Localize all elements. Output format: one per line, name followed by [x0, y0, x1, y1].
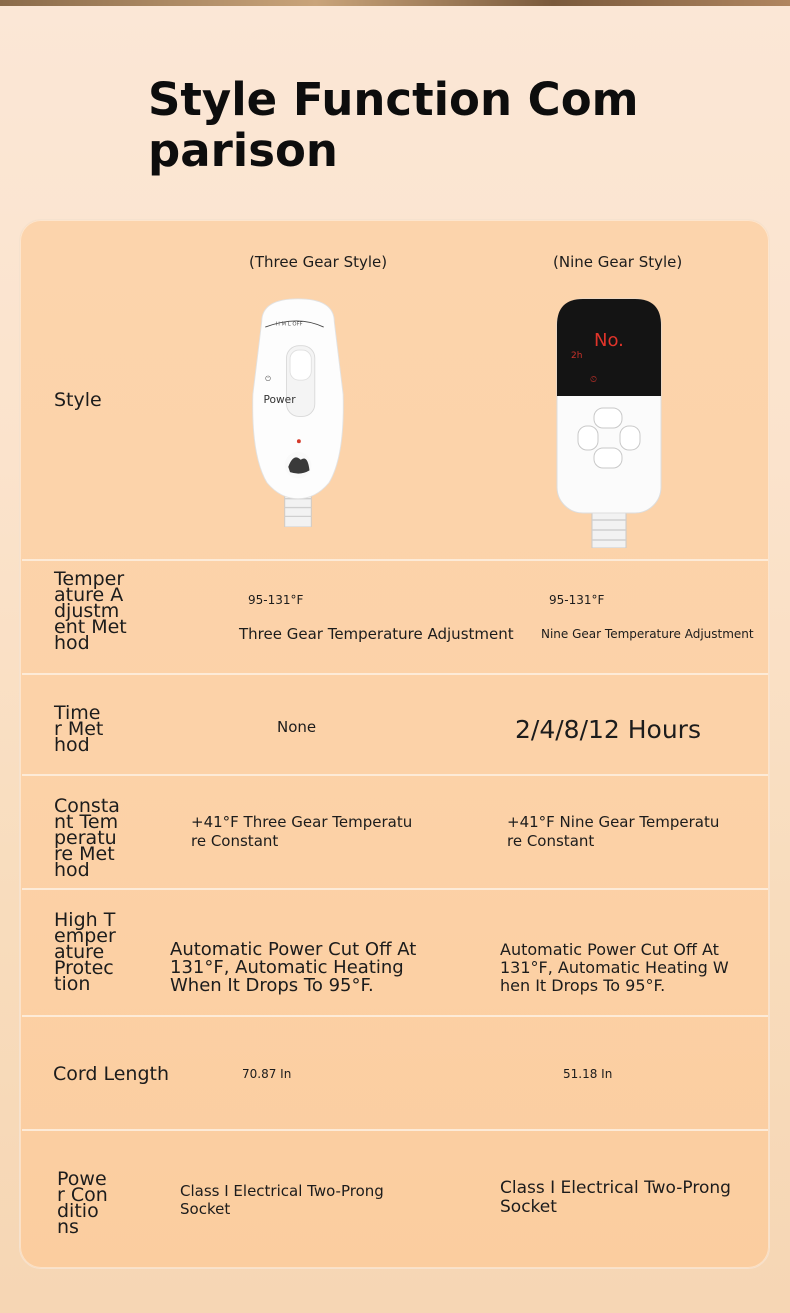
three-gear-remote-image: [243, 297, 353, 527]
column-header-three-gear: (Three Gear Style): [249, 253, 388, 271]
row-label-cord-length: Cord Length: [53, 1063, 170, 1085]
page-title: Style Function Comparison: [148, 73, 639, 177]
nine-gear-timer: 2/4/8/12 Hours: [515, 715, 701, 744]
svg-text:H M L OFF: H M L OFF: [275, 321, 303, 328]
three-gear-power-conditions: Class I Electrical Two-Prong Socket: [180, 1182, 384, 1218]
row-label-constant-temperature: Constant Temperature Method: [54, 795, 120, 881]
row-label-temperature-adjustment: Temperature Adjustment Method: [54, 568, 127, 654]
nine-gear-protection: Automatic Power Cut Off At 131°F, Automatic Heating When It Drops To 95°F.: [500, 940, 729, 995]
row-divider: [22, 888, 768, 890]
top-decoration-strip: [0, 0, 790, 6]
nine-gear-temp-method: Nine Gear Temperature Adjustment: [541, 627, 754, 641]
row-divider: [22, 673, 768, 675]
three-gear-temp-range: 95-131°F: [248, 593, 304, 607]
nine-gear-power-conditions: Class I Electrical Two-Prong Socket: [500, 1178, 731, 1217]
svg-text:2h: 2h: [571, 351, 583, 361]
three-gear-protection: Automatic Power Cut Off At 131°F, Automatic Heating When It Drops To 95°F.: [170, 939, 417, 996]
power-text: Power: [263, 393, 296, 407]
row-divider: [22, 774, 768, 776]
row-divider: [22, 559, 768, 561]
row-divider: [22, 1129, 768, 1131]
display-text: No.: [594, 330, 624, 351]
row-label-power-conditions: Power Conditions: [57, 1168, 108, 1238]
nine-gear-cord-length: 51.18 In: [563, 1067, 613, 1081]
nine-gear-constant: +41°F Nine Gear Temperature Constant: [507, 813, 720, 850]
nine-gear-temp-range: 95-131°F: [549, 593, 605, 607]
three-gear-cord-length: 70.87 In: [242, 1067, 292, 1081]
row-divider: [22, 1015, 768, 1017]
svg-text:⏻: ⏻: [265, 374, 271, 384]
row-label-high-temperature-protection: High Temperature Protection: [54, 909, 116, 995]
three-gear-temp-method: Three Gear Temperature Adjustment: [239, 625, 514, 643]
three-gear-timer: None: [277, 718, 317, 736]
three-gear-constant: +41°F Three Gear Temperature Constant: [191, 813, 413, 850]
nine-gear-remote-image: [556, 298, 662, 548]
column-header-nine-gear: (Nine Gear Style): [553, 253, 683, 271]
row-label-style: Style: [54, 389, 102, 411]
row-label-timer: Timer Method: [54, 702, 104, 756]
svg-text:⏲: ⏲: [590, 375, 598, 385]
